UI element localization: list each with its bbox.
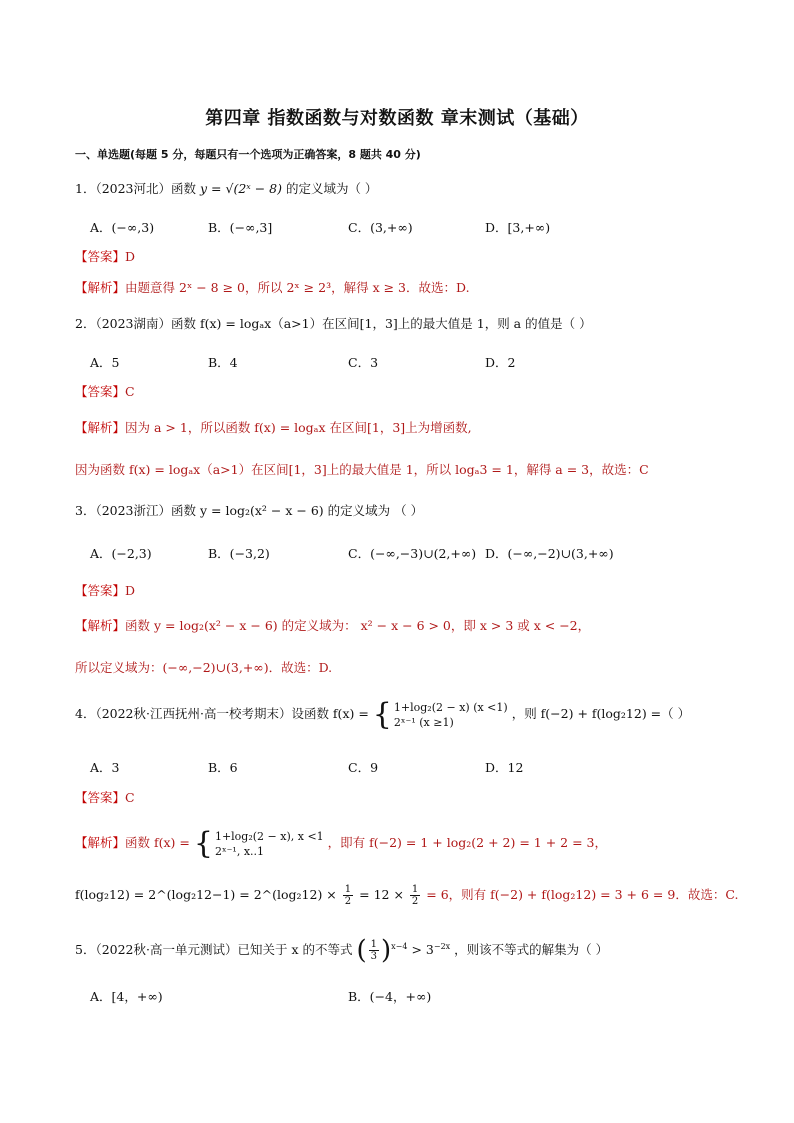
q4-case-2: 2ˣ⁻¹ (x ≥1) (393, 715, 454, 729)
q4-option-d: D．12 (485, 760, 524, 775)
question-2-stem: 2．（2023湖南）函数 f(x) = logₐx（a>1）在区间[1，3]上的最大值是 1，则 a 的值是（ ） (75, 316, 592, 331)
answer-value: D (125, 249, 136, 264)
question-5-stem (75, 930, 608, 968)
explanation-text: 由题意得 2ˣ − 8 ≥ 0，所以 2ˣ ≥ 2³，解得 x ≥ 3．故选：D. (125, 280, 470, 295)
answer-value: C (125, 384, 135, 399)
q2-explanation-2: 因为函数 f(x) = logₐx（a>1）在区间[1，3]上的最大值是 1，所以 logₐ3 = 1，解得 a = 3，故选：C (75, 462, 649, 477)
q1-option-d: D．[3,+∞) (485, 220, 551, 235)
question-4-stem (75, 697, 690, 731)
q2-explanation-1 (75, 419, 472, 437)
q4-expl-formula-mid: = 12 × (359, 887, 404, 902)
q4-option-a: A．3 (90, 760, 120, 775)
explanation-text: 因为 a > 1，所以函数 f(x) = logₐx 在区间[1，3]上为增函数, (125, 420, 472, 435)
explanation-text-post: ，即有 f(−2) = 1 + log₂(2 + 2) = 1 + 2 = 3， (327, 835, 607, 850)
answer-label: 【答案】 (75, 249, 126, 264)
q4-case-1: 1+log₂(2 − x) (x <1) (393, 700, 508, 714)
q1-formula: y = √(2ˣ − 8) (200, 181, 282, 196)
q2-option-c: C．3 (348, 355, 379, 370)
q4-answer (75, 789, 135, 807)
left-brace-icon: { (193, 825, 213, 861)
explanation-label: 【解析】 (75, 280, 126, 295)
q1-explanation (75, 279, 470, 297)
paren-close-icon: ) (381, 935, 392, 966)
q5-exponent-2: −2x (433, 942, 451, 951)
fraction-one-half (343, 884, 353, 907)
answer-value: D (125, 583, 136, 598)
q1-option-a: A．(−∞,3) (90, 220, 155, 235)
q3-explanation-2: 所以定义域为：(−∞,−2)∪(3,+∞)．故选：D. (75, 660, 333, 675)
q1-stem-pre: 1．（2023河北）函数 (75, 181, 197, 196)
q4-expl-piecewise (215, 829, 324, 859)
explanation-label: 【解析】 (75, 835, 126, 850)
q1-answer (75, 248, 135, 266)
fraction-denominator: 2 (411, 896, 419, 907)
fraction-denominator: 3 (370, 951, 378, 963)
q2-answer (75, 383, 135, 401)
q3-option-a: A．(−2,3) (90, 546, 152, 561)
q5-exponent: x−4 (391, 942, 408, 951)
fraction-denominator: 2 (344, 896, 352, 907)
q5-stem-post: ，则该不等式的解集为（ ） (454, 942, 609, 958)
explanation-text: 函数 y = log₂(x² − x − 6) 的定义域为： x² − x − 6 > 0，即 x > 3 或 x < −2， (125, 618, 591, 633)
q4-stem-post: ，则 f(−2) + f(log₂12) =（ ） (511, 706, 691, 721)
q2-option-a: A．5 (90, 355, 120, 370)
q3-answer (75, 582, 135, 600)
q1-stem-post: 的定义域为（ ） (285, 181, 378, 196)
q5-base-fraction (369, 939, 379, 962)
q4-expl-case-1: 1+log₂(2 − x), x <1 (214, 829, 324, 843)
page-title: 第四章 指数函数与对数函数 章末测试（基础） (205, 108, 589, 129)
section-heading: 一、单选题(每题 5 分，每题只有一个选项为正确答案，8 题共 40 分) (75, 148, 421, 161)
q5-option-b: B．(−4，+∞) (348, 989, 432, 1004)
question-3-stem: 3．（2023浙江）函数 y = log₂(x² − x − 6) 的定义域为 （ ） (75, 503, 424, 518)
q3-option-d: D．(−∞,−2)∪(3,+∞) (485, 546, 614, 561)
fraction-numerator: 1 (411, 884, 419, 895)
q4-piecewise (394, 700, 508, 730)
q5-option-a: A．[4，+∞) (90, 989, 163, 1004)
q4-stem-pre: 4．（2022秋·江西抚州·高一校考期末）设函数 f(x) = (75, 706, 369, 721)
q2-option-b: B．4 (208, 355, 238, 370)
explanation-label: 【解析】 (75, 420, 126, 435)
q1-option-b: B．(−∞,3] (208, 220, 273, 235)
paren-open-icon: ( (356, 935, 367, 966)
fraction-numerator: 1 (370, 939, 378, 951)
answer-label: 【答案】 (75, 583, 126, 598)
q2-option-d: D．2 (485, 355, 516, 370)
q4-option-b: B．6 (208, 760, 238, 775)
q3-explanation-1 (75, 617, 590, 635)
answer-value: C (125, 790, 135, 805)
q3-option-c: C．(−∞,−3)∪(2,+∞) (348, 546, 477, 561)
q4-option-c: C．9 (348, 760, 379, 775)
q4-expl-formula-post: = 6，则有 f(−2) + f(log₂12) = 3 + 6 = 9．故选：C. (426, 887, 739, 902)
q4-expl-case-2: 2ˣ⁻¹, x..1 (214, 844, 265, 858)
fraction-numerator: 1 (344, 884, 352, 895)
q3-option-b: B．(−3,2) (208, 546, 270, 561)
q4-expl-formula-pre: f(log₂12) = 2^(log₂12−1) = 2^(log₂12) × (75, 887, 337, 902)
answer-label: 【答案】 (75, 790, 126, 805)
explanation-label: 【解析】 (75, 618, 126, 633)
q1-option-c: C．(3,+∞) (348, 220, 413, 235)
q5-stem-pre: 5．（2022秋·高一单元测试）已知关于 x 的不等式 (75, 942, 353, 958)
q5-stem-mid: > 3 (411, 942, 434, 958)
answer-label: 【答案】 (75, 384, 126, 399)
explanation-text: 函数 f(x) = (125, 835, 190, 850)
q4-explanation-1 (75, 826, 607, 860)
fraction-one-half-2 (410, 884, 420, 907)
question-1-stem (75, 180, 377, 198)
q4-explanation-2 (75, 880, 738, 910)
left-brace-icon: { (372, 696, 392, 732)
